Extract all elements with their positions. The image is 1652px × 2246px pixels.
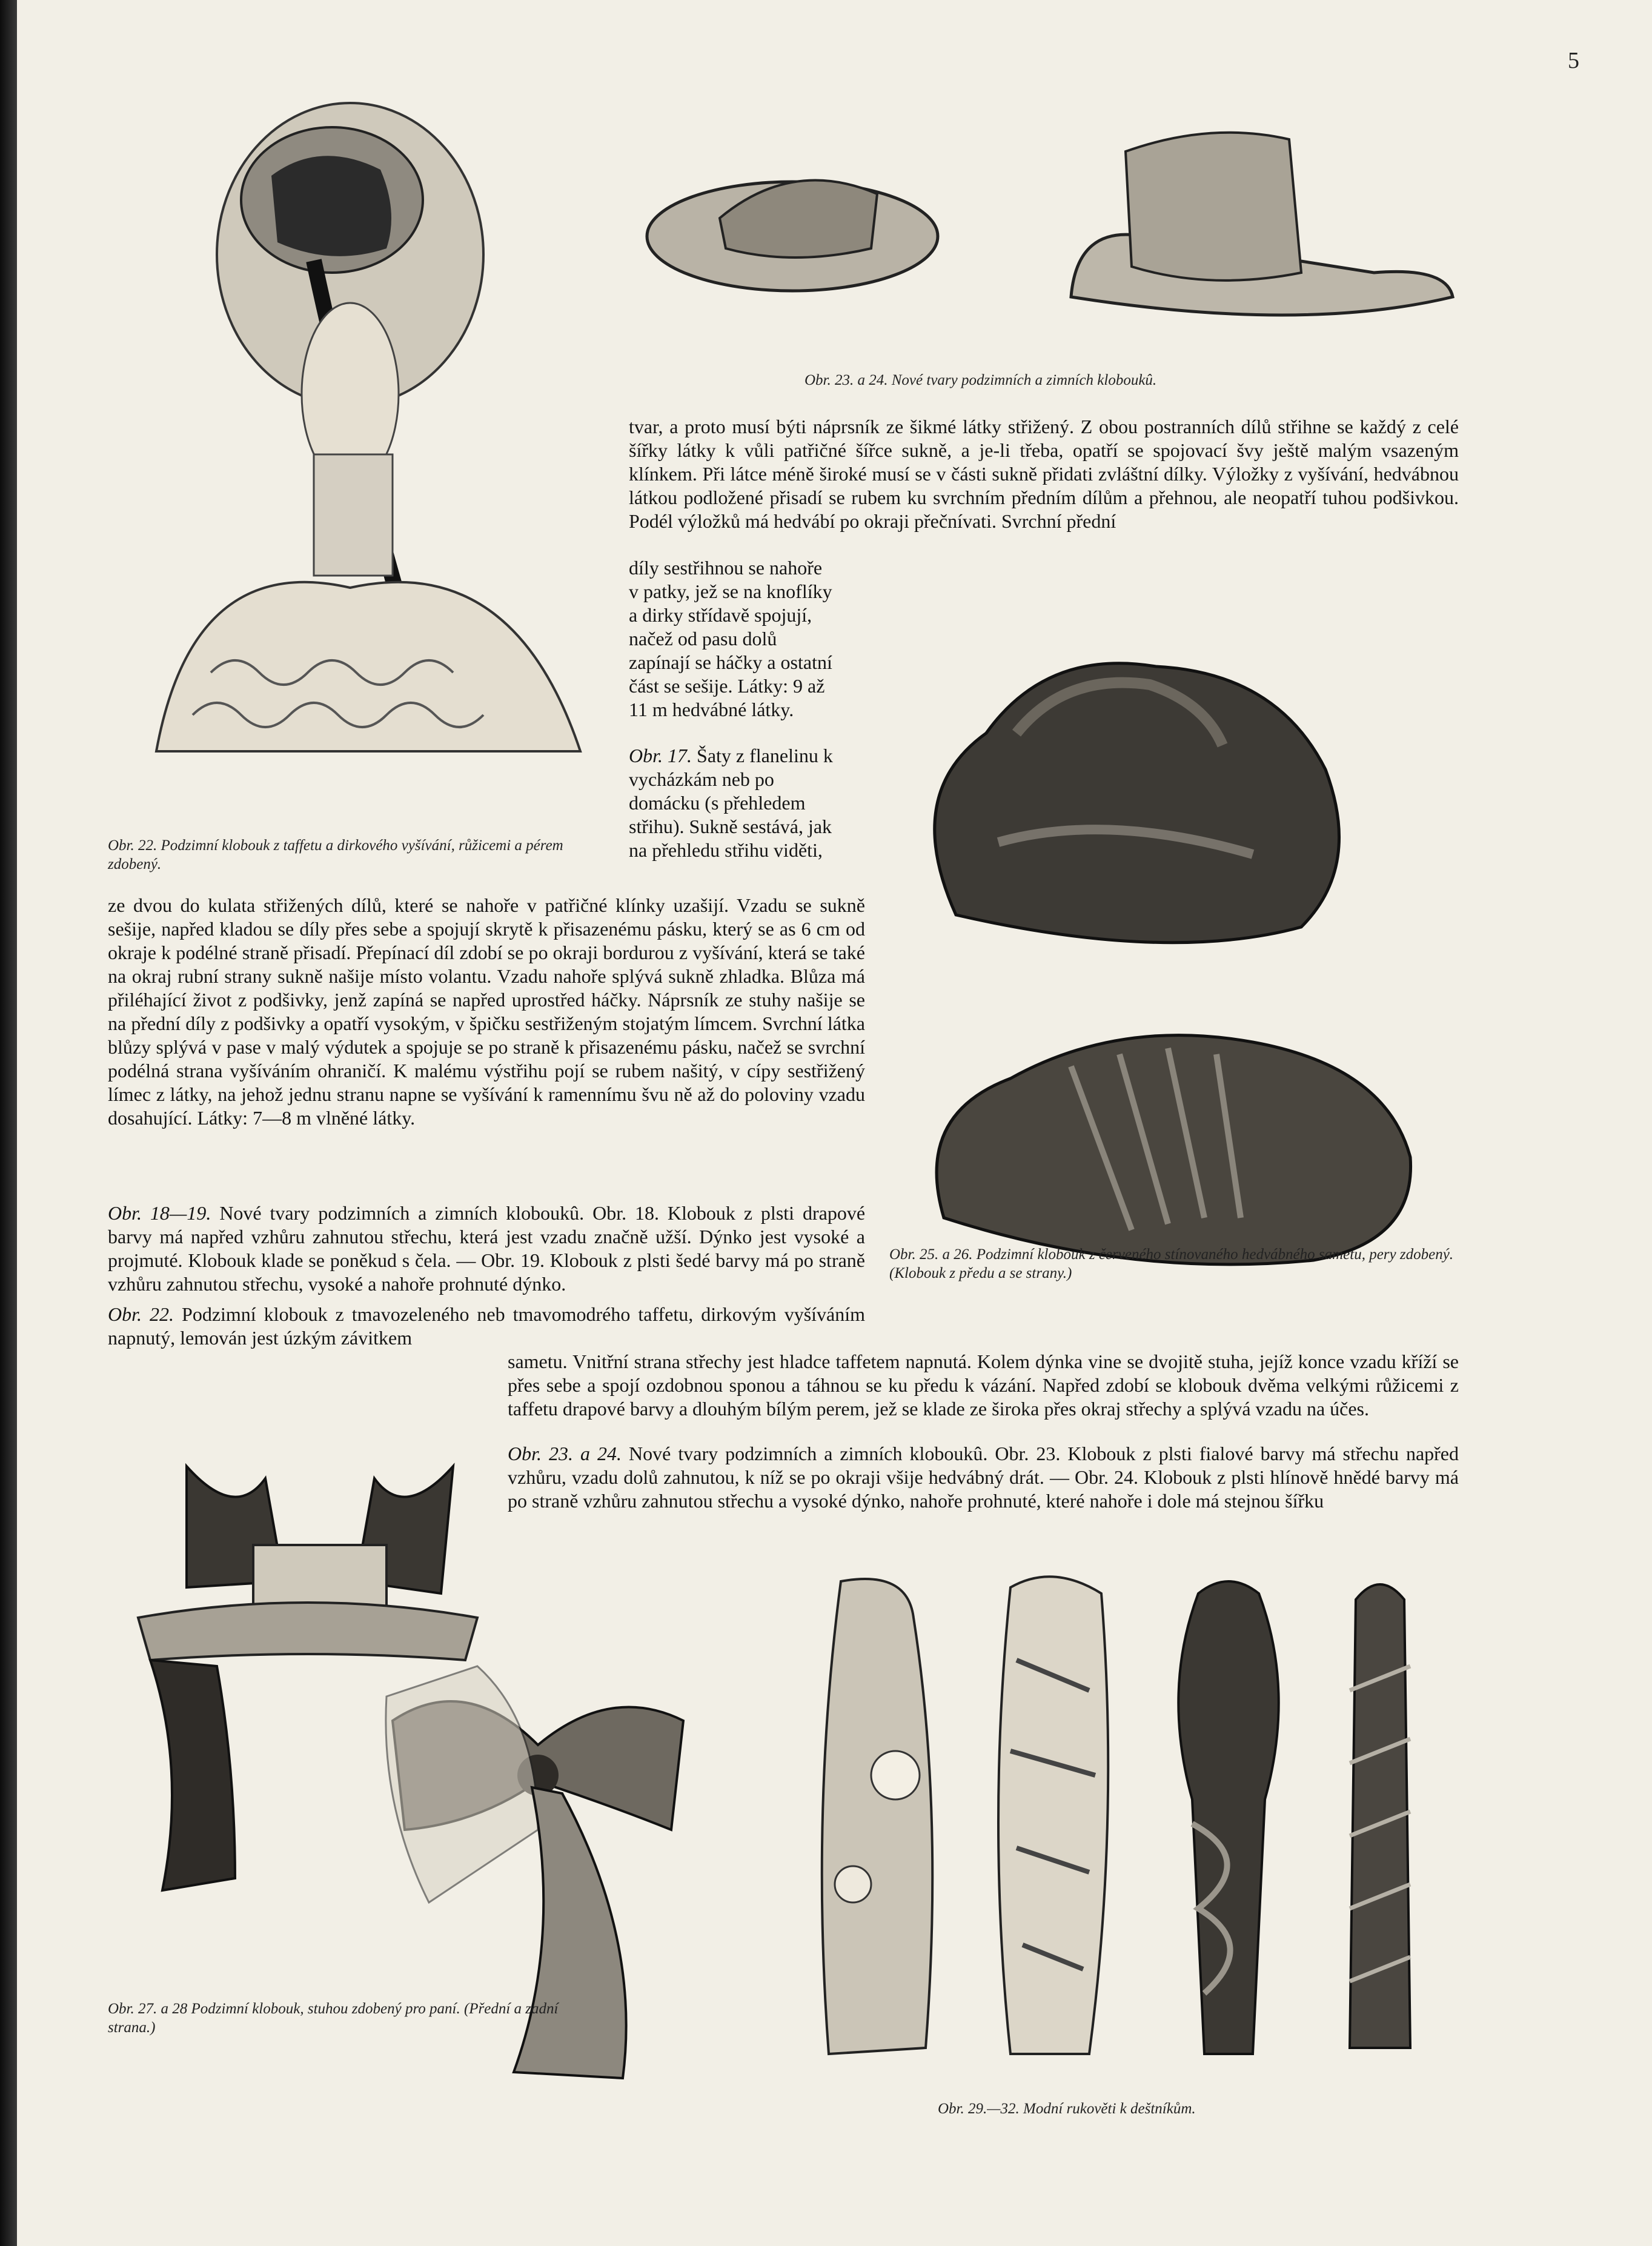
figure-25-hat-illustration: [865, 612, 1447, 975]
figure-17-text: Šaty z flanelinu k vycházkám neb po domácku (s přehledem střihu). Sukně sestává, jak na přehledu střihu viděti,: [629, 745, 833, 862]
caption-figures-29-32: Obr. 29.—32. Modní rukověti k deštníkům.: [938, 2101, 1196, 2117]
paragraph-figures-18-19: [108, 1201, 865, 1296]
figure-30-handle-illustration: [968, 1569, 1138, 2072]
paragraph-figure-22: [108, 1303, 865, 1350]
paragraph-figure-17: [629, 744, 835, 862]
caption-figures-23-24: Obr. 23. a 24. Nové tvary podzimních a zimních kloboukû.: [804, 372, 1157, 388]
figure-32-handle-illustration: [1319, 1569, 1441, 2072]
document-page: [17, 0, 1652, 2246]
figure-23-hat-illustration: [635, 145, 974, 339]
figures-18-19-text: Nové tvary podzimních a zimních kloboukû. Obr. 18. Klobouk z plsti drapové barvy má napřed vzhůru zahnutou střechu, která jest vzadu značně užší. Dýnko jest vysoké a projmuté. Klobouk klade se poněkud s čela. — Obr. 19. Klobouk z plsti šedé barvy má po straně vzhůru zahnutou střechu, vysoké a nahoře prohnuté dýnko.: [108, 1202, 866, 1295]
figure-17-reference: Obr. 17.: [629, 745, 692, 766]
figure-29-handle-illustration: [786, 1569, 962, 2072]
figure-22-illustration: [120, 67, 592, 812]
caption-figures-25-26: Obr. 25. a 26. Podzimní klobouk z červeného stínovaného hedvábného sametu, pery zdobený. (Klobouk z předu a se strany.): [889, 1246, 1454, 1282]
figure-22-text-a: Podzimní klobouk z tmavozeleného neb tmavomodrého taffetu, dirkovým vyšíváním napnutý, lemován jest úzkým závitkem: [108, 1303, 866, 1349]
caption-figures-27-28: Obr. 27. a 28 Podzimní klobouk, stuhou zdobený pro paní. (Přední a zadní strana.): [108, 2001, 559, 2036]
page-number: 5: [1568, 48, 1579, 73]
paragraph-figure-22-continued: sametu. Vnitřní strana střechy jest hladce taffetem napnutá. Kolem dýnka vine se dvojitě stuha, jejíž konce vzadu kříží se přes sebe a spojí ozdobnou sponou a táhnou se ku předu k vázání. Napřed zdobí se klobouk dvěma velkými růžicemi z taffetu drapové barvy a dlouhým bílým perem, jež se klade ze široka přes okraj střechy a splývá vzadu na účes.: [508, 1351, 1459, 1420]
figure-24-hat-illustration: [1059, 115, 1471, 339]
figures-23-24-text: Nové tvary podzimních a zimních kloboukû. Obr. 23. Klobouk z plsti fialové barvy má střechu napřed vzhůru, vzadu dolů zahnutou, k níž se po okraji všije hedvábný drát. — Obr. 24. Klobouk z plsti hlínově hnědé barvy má po straně vzhůru zahnutou střechu a vysoké dýnko, nahoře prohnuté, které nahoře i dole má stejnou šířku: [508, 1443, 1459, 1512]
paragraph-skirt-cut: tvar, a proto musí býti náprsník ze šikmé látky střižený. Z obou postranních dílů střihne se každý z celé šířky látky k vůli patřičné šířce sukně, a je-li třeba, opatří se spojovací švy ještě malým vsazeným klínkem. Při látce méně široké musí se v části sukně přidati zvláštní dílky. Výložky z vyšívání, hedvábnou látkou podložené přisadí se rubem ku svrchním předním dílům a přehnou, ale neopatří tuhou podšivkou. Podél výložků má hedvábí po okraji přečnívati. Svrchní přední: [629, 416, 1459, 533]
figures-18-19-reference: Obr. 18—19.: [108, 1202, 211, 1224]
figures-23-24-reference: Obr. 23. a 24.: [508, 1443, 622, 1464]
paragraph-skirt-blouse: ze dvou do kulata střižených dílů, které se nahoře v patřičné klínky uzašijí. Vzadu se sukně sešije, napřed kladou se díly přes sebe a spojují skrytě k přisazenému pásku, který se as 6 cm od okraje k podélné straně přisadí. Přepínací díl zdobí se po okraji bordurou z vyšívání, která se také na okraj rubní strany sukně našije místo volantu. Vzadu nahoře splývá sukně zhladka. Blůza má přiléhající život z podšivky, jenž zapíná se napřed uprostřed háčky. Náprsník ze stuhy našije se na přední díly z podšivky a opatří vysokým, v špičku sestřiženým stojatým límcem. Svrchní látka blůzy splývá v pase v malý výdutek a spojuje se po straně k přisazenému pásku, načež se svrchní podélná strana vyšíváním ohraničí. K malému výstřihu pojí se rubem našitý, v cípy sestřižený límec z látky, na jehož jednu stranu napne se vyšívání k ramennímu švu ně až do poloviny vzadu dosahující. Látky: 7—8 m vlněné látky.: [108, 894, 865, 1129]
figure-26-hat-illustration: [889, 963, 1447, 1278]
paragraph-front-panels: díly sestřihnou se nahoře v patky, jež se na knoflíky a dirky střídavě spojují, načež od pasu dolů zapínají se háčky a ostatní část se sešije. Látky: 9 až 11 m hedvábné látky.: [629, 557, 832, 721]
caption-figure-22: Obr. 22. Podzimní klobouk z taffetu a dirkového vyšívání, růžicemi a pérem zdobený.: [108, 837, 563, 873]
figure-31-handle-illustration: [1156, 1569, 1301, 2072]
paragraph-figures-23-24: [508, 1442, 1459, 1513]
book-binding-edge: [0, 0, 17, 2246]
figure-22-reference: Obr. 22.: [108, 1303, 174, 1325]
